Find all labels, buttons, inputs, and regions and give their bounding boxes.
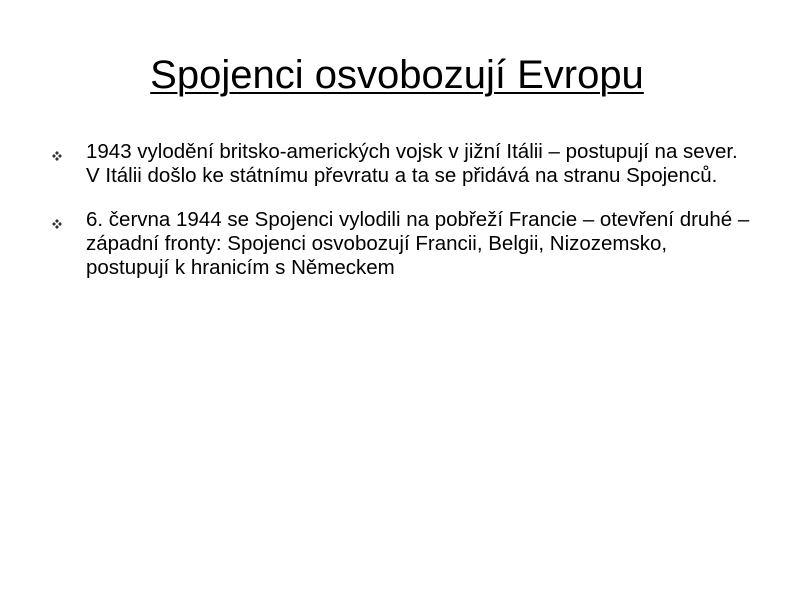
bullet-item	[52, 140, 752, 188]
bullet-text: 6. června 1944 se Spojenci vylodili na pobřeží Francie – otevření druhé – západní fronty: Spojenci osvobozují Francii, Belgii, Nizozemsko, postupují k hranicím s Německem	[86, 208, 750, 279]
bullet-item	[52, 208, 752, 280]
bullet-text: 1943 vylodění britsko-amerických vojsk v jižní Itálii – postupují na sever. V Itálii došlo ke státnímu převratu a ta se přidává na stranu Spojenců.	[86, 140, 738, 187]
slide-title: Spojenci osvobozují Evropu	[150, 53, 644, 97]
bullet-list	[52, 140, 752, 300]
diamond-bullet-icon	[52, 216, 62, 226]
diamond-bullet-icon	[52, 148, 62, 158]
